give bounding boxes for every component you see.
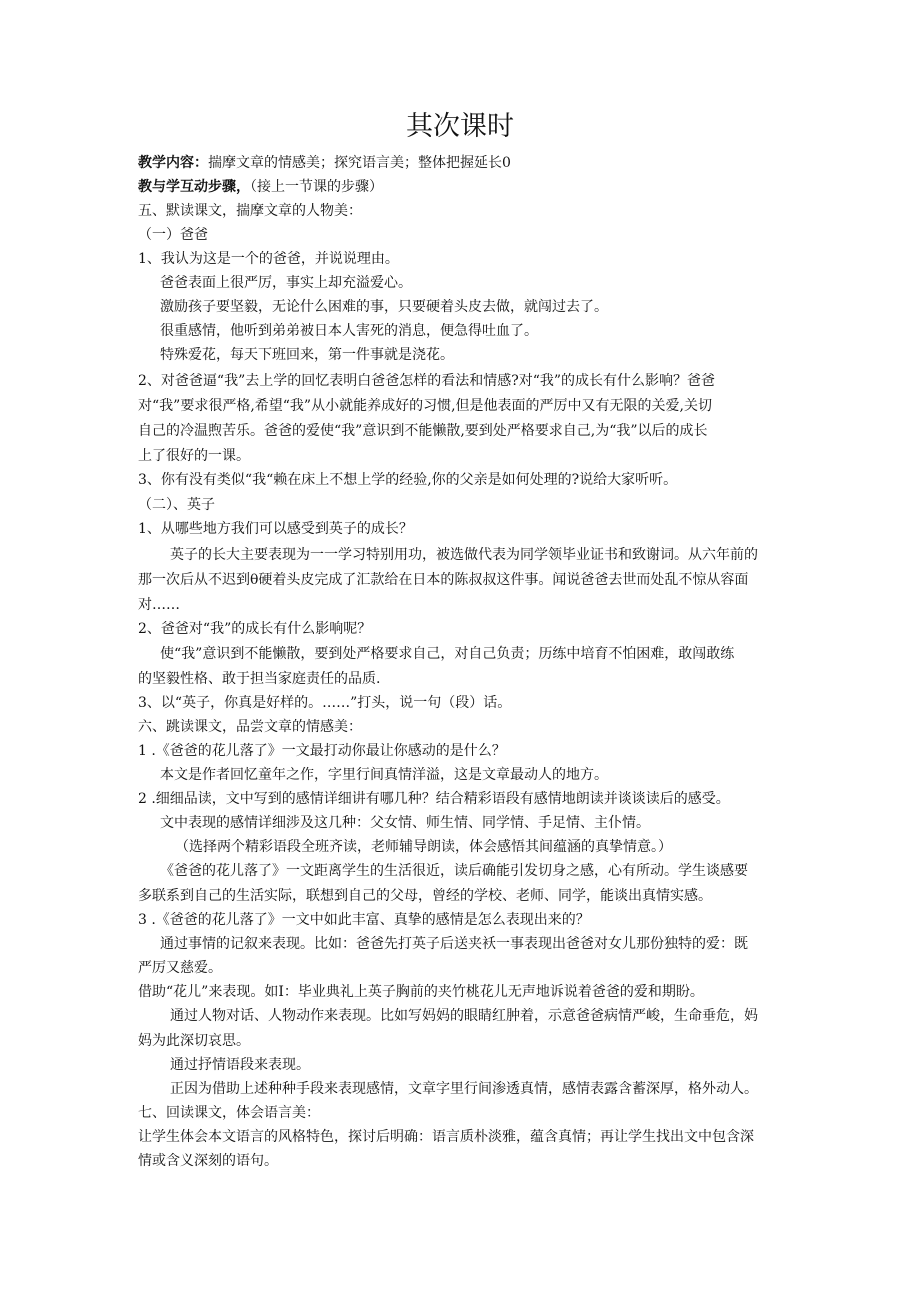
paragraph-line: 英子的长大主要表现为一一学习特别用功，被选做代表为同学领毕业证书和致谢词。从六年前的 xyxy=(170,547,758,563)
paragraph-line: 正因为借助上述种种手段来表现感情，文章字里行间渗透真情，感情表露含蓄深厚，格外动人。 xyxy=(170,1081,758,1097)
page-title: 其次课时 xyxy=(406,111,514,142)
question-line: 2、爸爸对“我”的成长有什么影响呢？ xyxy=(138,621,372,637)
interaction-steps-line xyxy=(138,177,383,197)
section-heading: 六、跳读课文，品尝文章的情感美： xyxy=(138,719,362,735)
section-heading: 七、回读课文，体会语言美： xyxy=(138,1105,320,1121)
question-line: 2、对爸爸逼“我”去上学的回忆表明白爸爸怎样的看法和情感?对“我”的成长有什么影响？爸爸 xyxy=(138,373,716,389)
question-line: 1、从哪些地方我们可以感受到英子的成长？ xyxy=(138,521,413,537)
paragraph-line: 上了很好的一课。 xyxy=(138,448,250,464)
question-line: 1 .《爸爸的花儿落了》一文最打动你最让你感动的是什么？ xyxy=(138,743,506,759)
paragraph-line: 使“我”意识到不能懒散，要到处严格要求自己，对自己负责；历练中培育不怕困难，敢闯敢练 xyxy=(160,646,735,662)
teaching-content-text: 揣摩文章的情感美；探究语言美；整体把握延长0 xyxy=(208,155,511,171)
answer-line: 很重感情，他听到弟弟被日本人害死的消息，便急得吐血了。 xyxy=(160,323,538,339)
question-line: 3、以“英子，你真是好样的。……”打头，说一句（段）话。 xyxy=(138,695,512,711)
paragraph-line: 多联系到自己的生活实际，联想到自己的父母，曾经的学校、老师、同学，能谈出真情实感。 xyxy=(138,888,712,904)
subsection-heading: （一）爸爸 xyxy=(138,227,208,243)
teaching-content-line xyxy=(138,153,511,173)
teaching-content-label: 教学内容： xyxy=(138,155,208,171)
answer-line: 文中表现的感情详细涉及这几种：父女情、师生情、同学情、手足情、主仆情。 xyxy=(160,815,650,831)
answer-line: 特殊爱花，每天下班回来，第一件事就是浇花。 xyxy=(160,347,454,363)
interaction-steps-label: 教与学互动步骤， xyxy=(138,179,250,195)
paragraph-line: 对…… xyxy=(138,597,180,613)
paragraph-line: 对“我”要求很严格,希望“我”从小就能养成好的习惯,但是他表面的严厉中又有无限的关爱,关切 xyxy=(138,398,712,414)
paragraph-line: 《爸爸的花儿落了》一文距离学生的生活很近，读后确能引发切身之感，心有所动。学生谈感要 xyxy=(160,863,748,879)
paragraph-line: 借助“花儿”来表现。如Ⅰ：毕业典礼上英子胸前的夹竹桃花儿无声地诉说着爸爸的爱和期盼。 xyxy=(138,984,704,1000)
paragraph-line: 情或含义深刻的语句。 xyxy=(138,1153,278,1169)
paragraph-line: 严厉又慈爱。 xyxy=(138,960,222,976)
answer-line: 本文是作者回忆童年之作，字里行间真情洋溢，这是文章最动人的地方。 xyxy=(160,767,608,783)
paragraph-line: 让学生体会本文语言的风格特色，探讨后明确：语言质朴淡雅，蕴含真情；再让学生找出文中包含深 xyxy=(138,1129,754,1145)
paragraph-line: 那一次后从不迟到θ硬着头皮完成了汇款给在日本的陈叔叔这件事。闻说爸爸去世而处乱不惊从容面 xyxy=(138,572,749,588)
paragraph-line: 自己的冷温煦苦乐。爸爸的爱使“我”意识到不能懒散,要到处严格要求自己,为“我”以后的成长 xyxy=(138,423,708,439)
section-heading: 五、默读课文，揣摩文章的人物美： xyxy=(138,203,362,219)
question-line: 3 .《爸爸的花儿落了》一文中如此丰富、真挚的感情是怎么表现出来的？ xyxy=(138,912,590,928)
answer-line: 爸爸表面上很严厉，事实上却充溢爱心。 xyxy=(160,275,412,291)
answer-line: 激励孩子要坚毅，无论什么困难的事，只要硬着头皮去做，就闯过去了。 xyxy=(160,299,608,315)
interaction-steps-text: （接上一节课的步骤） xyxy=(250,179,383,195)
paragraph-line: 通过抒情语段来表现。 xyxy=(170,1057,310,1073)
paragraph-line: 通过事情的记叙来表现。比如：爸爸先打英子后送夹袄一事表现出爸爸对女儿那份独特的爱：既 xyxy=(160,936,748,952)
question-line: 1、我认为这是一个的爸爸，并说说理由。 xyxy=(138,251,399,267)
question-line: 3、你有没有类似“我“赖在床上不想上学的经验,你的父亲是如何处理的?说给大家听听。 xyxy=(138,472,678,488)
note-line: （选择两个精彩语段全班齐读，老师辅导朗读，体会感悟其间蕴涵的真挚情意。） xyxy=(175,839,672,855)
paragraph-line: 的坚毅性格、敢于担当家庭责任的品质. xyxy=(138,671,381,687)
paragraph-line: 妈为此深切哀思。 xyxy=(138,1033,250,1049)
subsection-heading: （二）、英子 xyxy=(138,497,215,513)
paragraph-line: 通过人物对话、人物动作来表现。比如写妈妈的眼睛红肿着，示意爸爸病情严峻，生命垂危，妈 xyxy=(170,1008,758,1024)
question-line: 2 .细细品读，文中写到的感情详细讲有哪几种？结合精彩语段有感情地朗读并谈谈读后的感受。 xyxy=(138,791,730,807)
